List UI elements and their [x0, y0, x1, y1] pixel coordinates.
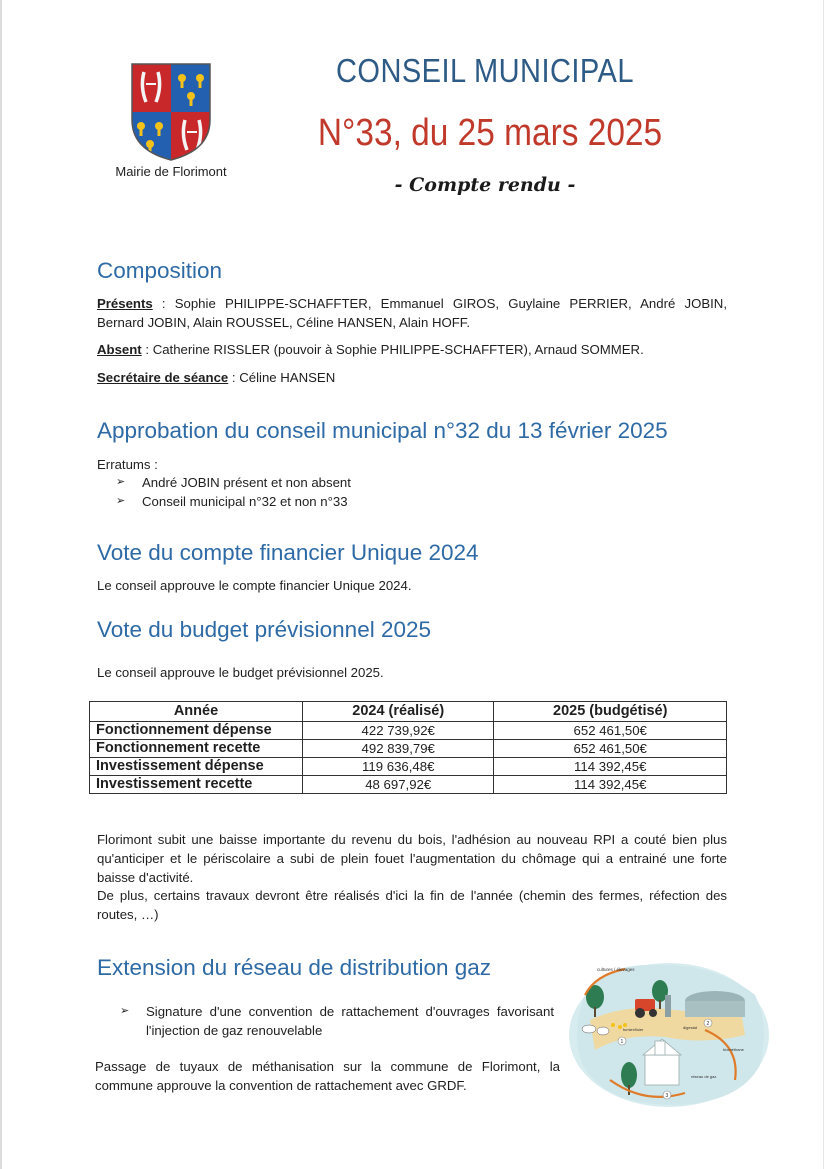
svg-text:cultures / élevages: cultures / élevages — [597, 967, 635, 972]
gaz-text: Passage de tuyaux de méthanisation sur la commune de Florimont, la commune approuve la convention de rattachement avec GRDF. — [95, 1059, 560, 1093]
mairie-label: Mairie de Florimont — [115, 164, 227, 179]
svg-text:digestat: digestat — [683, 1025, 698, 1030]
absent-paragraph — [97, 340, 727, 359]
cell-2024: 48 697,92€ — [303, 776, 494, 794]
table-row — [90, 776, 727, 794]
methanisation-cycle-illustration — [565, 955, 773, 1110]
svg-text:2: 2 — [706, 1021, 710, 1027]
row-label: Investissement dépense — [90, 758, 303, 776]
erratums-label: Erratums : — [97, 457, 158, 472]
budget-text: Le conseil approuve le budget prévisionnel 2025. — [97, 665, 384, 680]
gaz-heading: Extension du réseau de distribution gaz — [97, 955, 492, 980]
scan-edge-right — [823, 0, 824, 1169]
scan-edge-left — [0, 0, 2, 1169]
secretaire-name: : Céline HANSEN — [228, 370, 336, 385]
column-header-2024: 2024 (réalisé) — [303, 702, 494, 722]
florimont-crest-logo — [130, 62, 212, 162]
cell-2024: 422 739,92€ — [303, 722, 494, 740]
list-item: ➢ Signature d'une convention de rattachement d'ouvrages favorisant l'injection de gaz renouvelable — [120, 1004, 554, 1038]
table-header-row — [90, 702, 727, 722]
compte-financier-heading: Vote du compte financier Unique 2024 — [97, 540, 479, 565]
approbation-heading: Approbation du conseil municipal n°32 du 13 février 2025 — [97, 418, 668, 443]
column-header-annee: Année — [90, 702, 303, 722]
list-item: ➢ André JOBIN présent et non absent — [116, 475, 351, 490]
budget-table — [89, 701, 727, 794]
row-label: Fonctionnement dépense — [90, 722, 303, 740]
cell-2024: 492 839,79€ — [303, 740, 494, 758]
presents-paragraph — [97, 294, 727, 332]
presents-label: Présents — [97, 296, 153, 311]
secretaire-paragraph — [97, 368, 727, 387]
gaz-list — [120, 1002, 554, 1040]
table-row — [90, 758, 727, 776]
compte-financier-text: Le conseil approuve le compte financier Unique 2024. — [97, 578, 412, 593]
arrow-bullet-icon: ➢ — [116, 495, 126, 507]
table-row — [90, 722, 727, 740]
budget-commentary: Florimont subit une baisse importante du revenu du bois, l'adhésion au nouveau RPI a couté bien plus qu'anticiper et le périscolaire a subi de plein fouet l'augmentation du chômage qui a entrainé une forte baisse d'activité. — [97, 832, 727, 885]
presents-list: : Sophie PHILIPPE-SCHAFFTER, Emmanuel GIROS, Guylaine PERRIER, André JOBIN, Bernard JOBIN, Alain ROUSSEL, Céline HANSEN, Alain HOFF. — [97, 296, 727, 330]
svg-text:biométhane: biométhane — [723, 1047, 744, 1052]
budget-heading: Vote du budget prévisionnel 2025 — [97, 617, 432, 642]
absent-list: : Catherine RISSLER (pouvoir à Sophie PHILIPPE-SCHAFFTER), Arnaud SOMMER. — [141, 342, 644, 357]
table-row — [90, 740, 727, 758]
cell-2025: 652 461,50€ — [494, 740, 727, 758]
composition-heading: Composition — [97, 258, 223, 283]
budget-commentary-works: De plus, certains travaux devront être réalisés d'ici la fin de l'année (chemin des fermes, réfection des routes, …) — [97, 888, 727, 922]
session-number-date: N°33, du 25 mars 2025 — [317, 112, 663, 154]
erratums-list — [116, 473, 616, 511]
document-type: - Compte rendu - — [394, 174, 576, 196]
arrow-bullet-icon: ➢ — [120, 1005, 130, 1017]
svg-text:1: 1 — [620, 1039, 624, 1045]
row-label: Investissement recette — [90, 776, 303, 794]
svg-text:réseau de gaz: réseau de gaz — [691, 1074, 717, 1079]
cell-2025: 114 392,45€ — [494, 776, 727, 794]
row-label: Fonctionnement recette — [90, 740, 303, 758]
svg-text:3: 3 — [665, 1093, 669, 1099]
column-header-2025: 2025 (budgétisé) — [494, 702, 727, 722]
arrow-bullet-icon: ➢ — [116, 476, 126, 488]
cell-2025: 114 392,45€ — [494, 758, 727, 776]
secretaire-label: Secrétaire de séance — [97, 370, 229, 385]
document-title: CONSEIL MUNICIPAL — [336, 52, 634, 89]
absent-label: Absent — [97, 342, 142, 357]
svg-text:fumier/lisier: fumier/lisier — [623, 1027, 644, 1032]
list-item: ➢ Conseil municipal n°32 et non n°33 — [116, 494, 348, 509]
cell-2024: 119 636,48€ — [303, 758, 494, 776]
cell-2025: 652 461,50€ — [494, 722, 727, 740]
